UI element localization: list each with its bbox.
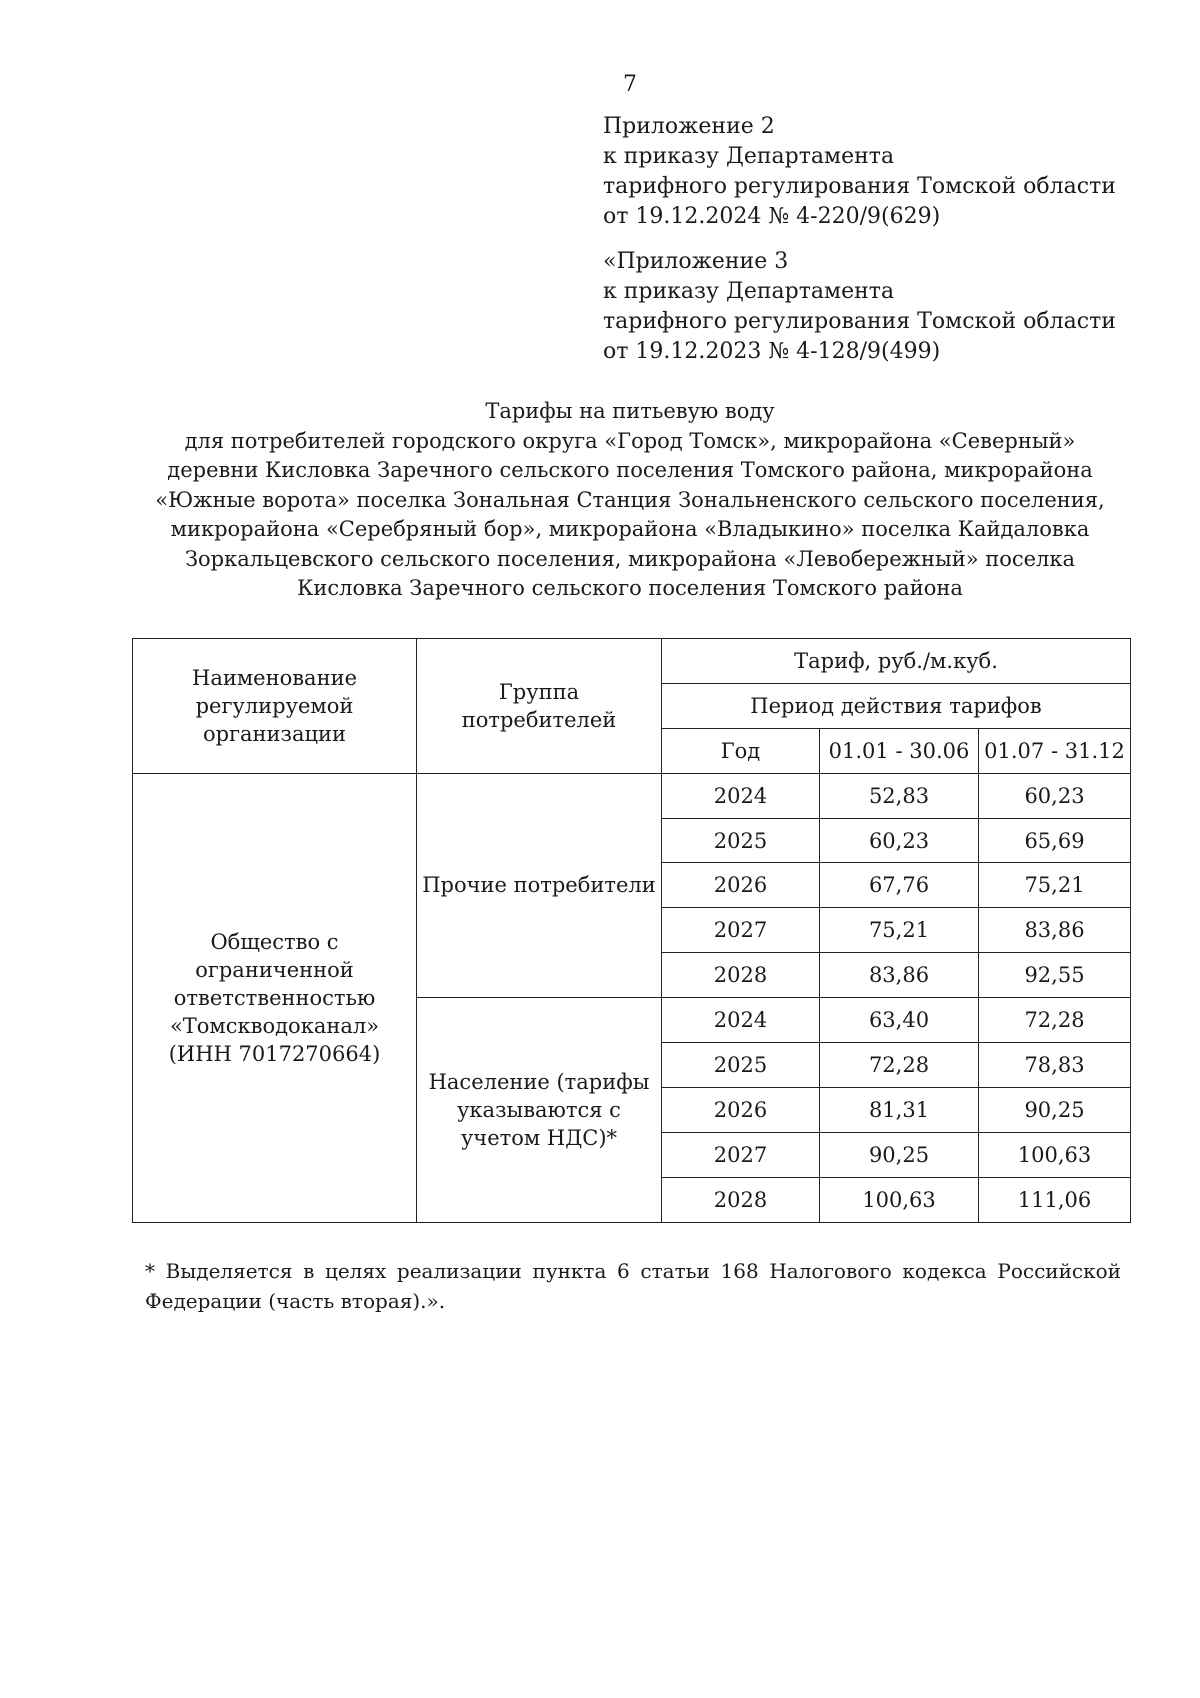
tariff-h1-cell: 52,83 bbox=[820, 773, 979, 818]
footnote-line: Федерации (часть вторая).». bbox=[145, 1289, 446, 1313]
tariff-h2-cell: 75,21 bbox=[979, 863, 1131, 908]
appendix-line: от 19.12.2023 № 4-128/9(499) bbox=[603, 339, 941, 364]
appendix-line: Приложение 2 bbox=[603, 114, 775, 139]
tariff-header: Тариф, руб./м.куб. bbox=[662, 639, 1131, 684]
org-column-header: Наименование регулируемой организации bbox=[133, 639, 417, 774]
tariff-h2-cell: 72,28 bbox=[979, 998, 1131, 1043]
appendix-line: тарифного регулирования Томской области bbox=[603, 309, 1116, 334]
tariff-h1-cell: 72,28 bbox=[820, 1043, 979, 1088]
appendix-2-reference bbox=[603, 112, 1116, 232]
tariff-h2-cell: 92,55 bbox=[979, 953, 1131, 998]
appendix-line: от 19.12.2024 № 4-220/9(629) bbox=[603, 204, 941, 229]
second-half-header: 01.07 - 31.12 bbox=[979, 728, 1131, 773]
year-cell: 2028 bbox=[662, 1177, 820, 1222]
tariff-h2-cell: 65,69 bbox=[979, 818, 1131, 863]
year-cell: 2027 bbox=[662, 908, 820, 953]
title-line: Зоркальцевского сельского поселения, микрорайона «Левобережный» поселка bbox=[184, 546, 1076, 571]
year-cell: 2024 bbox=[662, 773, 820, 818]
organization-cell: Общество с ограниченной ответственностью «Томскводоканал» (ИНН 7017270664) bbox=[133, 773, 417, 1222]
period-header: Период действия тарифов bbox=[662, 683, 1131, 728]
year-cell: 2028 bbox=[662, 953, 820, 998]
title-line: Кисловка Заречного сельского поселения Томского района bbox=[297, 576, 963, 600]
tariff-h1-cell: 63,40 bbox=[820, 998, 979, 1043]
year-cell: 2024 bbox=[662, 998, 820, 1043]
title-line: микрорайона «Серебряный бор», микрорайона «Владыкино» поселка Кайдаловка bbox=[170, 517, 1090, 541]
consumer-group-cell: Население (тарифы указываются с учетом НДС)* bbox=[417, 998, 662, 1222]
tariff-h1-cell: 83,86 bbox=[820, 953, 979, 998]
year-cell: 2025 bbox=[662, 1043, 820, 1088]
first-half-header: 01.01 - 30.06 bbox=[820, 728, 979, 773]
year-cell: 2027 bbox=[662, 1132, 820, 1177]
consumer-group-cell: Прочие потребители bbox=[417, 773, 662, 997]
document-title bbox=[120, 397, 1140, 604]
tariff-h1-cell: 67,76 bbox=[820, 863, 979, 908]
year-cell: 2026 bbox=[662, 1087, 820, 1132]
table-row bbox=[133, 773, 1131, 818]
title-line: для потребителей городского округа «Город Томск», микрорайона «Северный» bbox=[184, 428, 1076, 453]
footnote bbox=[145, 1256, 1121, 1316]
tariff-h2-cell: 111,06 bbox=[979, 1177, 1131, 1222]
tariff-h1-cell: 75,21 bbox=[820, 908, 979, 953]
page-number: 7 bbox=[623, 72, 637, 97]
title-line: «Южные ворота» поселка Зональная Станция Зональненского сельского поселения, bbox=[155, 487, 1105, 512]
appendix-3-reference bbox=[603, 247, 1116, 367]
tariff-h2-cell: 83,86 bbox=[979, 908, 1131, 953]
tariff-h2-cell: 60,23 bbox=[979, 773, 1131, 818]
tariff-h1-cell: 81,31 bbox=[820, 1087, 979, 1132]
year-cell: 2026 bbox=[662, 863, 820, 908]
tariff-h2-cell: 90,25 bbox=[979, 1087, 1131, 1132]
footnote-line: * Выделяется в целях реализации пункта 6 статьи 168 Налогового кодекса Российской bbox=[145, 1259, 1121, 1283]
year-cell: 2025 bbox=[662, 818, 820, 863]
appendix-line: «Приложение 3 bbox=[603, 249, 789, 274]
tariff-h2-cell: 78,83 bbox=[979, 1043, 1131, 1088]
tariff-h1-cell: 60,23 bbox=[820, 818, 979, 863]
group-column-header: Группа потребителей bbox=[417, 639, 662, 774]
appendix-line: к приказу Департамента bbox=[603, 144, 895, 169]
title-line: Тарифы на питьевую воду bbox=[485, 399, 775, 423]
tariff-h1-cell: 90,25 bbox=[820, 1132, 979, 1177]
tariff-h1-cell: 100,63 bbox=[820, 1177, 979, 1222]
title-line: деревни Кисловка Заречного сельского поселения Томского района, микрорайона bbox=[167, 458, 1093, 482]
appendix-line: тарифного регулирования Томской области bbox=[603, 174, 1116, 199]
tariff-h2-cell: 100,63 bbox=[979, 1132, 1131, 1177]
tariff-table bbox=[132, 638, 1131, 1223]
appendix-line: к приказу Департамента bbox=[603, 279, 895, 304]
year-header: Год bbox=[662, 728, 820, 773]
